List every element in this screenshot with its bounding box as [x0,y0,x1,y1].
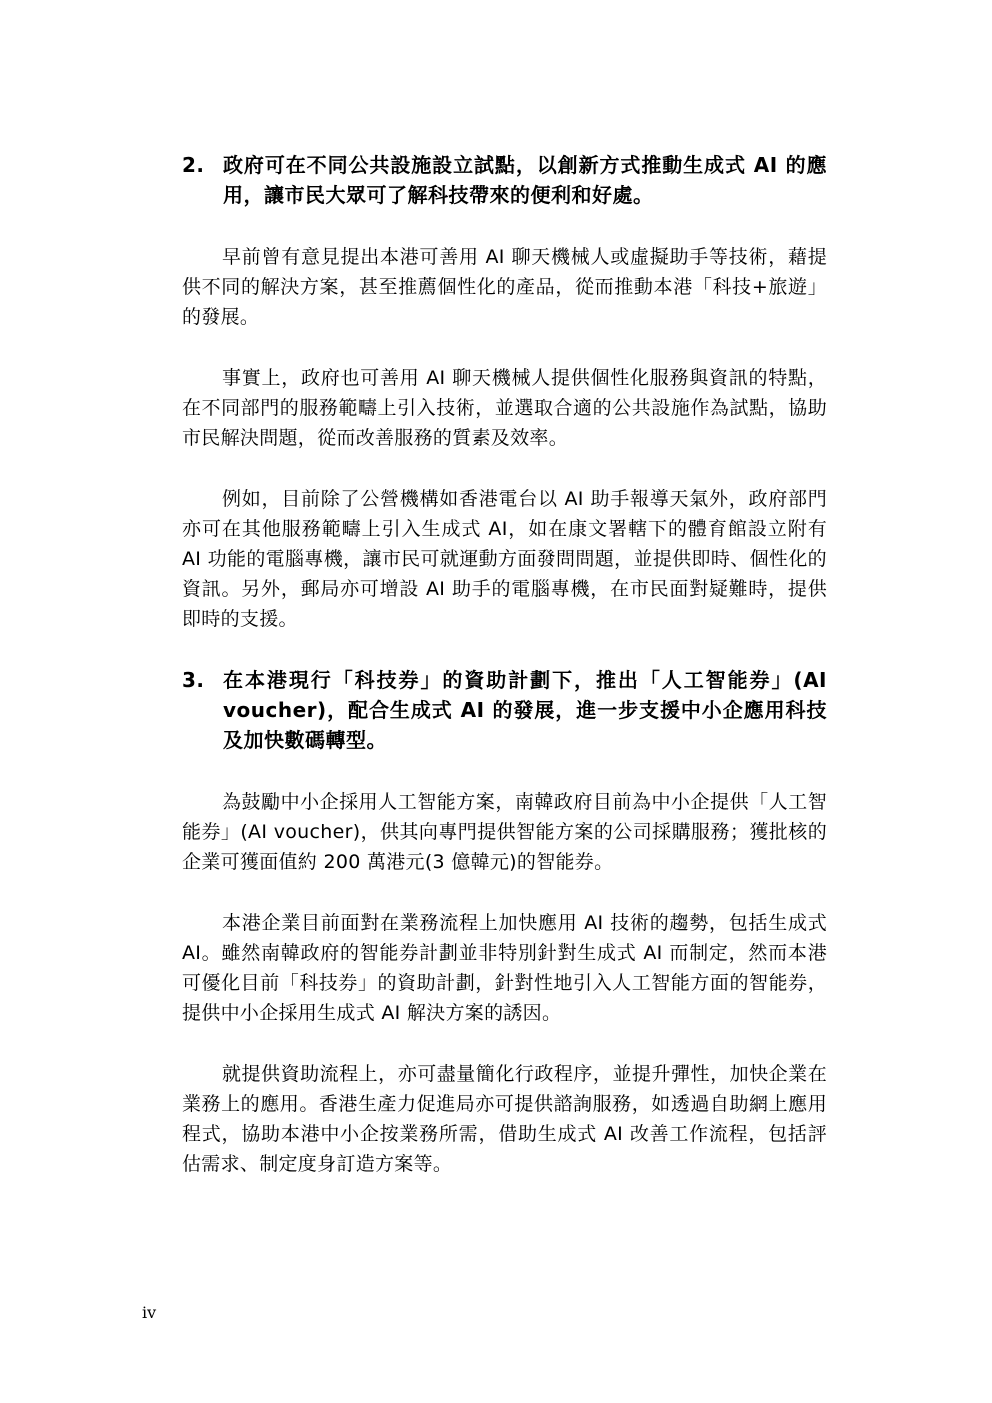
section-2-paragraph-1: 早前曾有意見提出本港可善用 AI 聊天機械人或虛擬助手等技術，藉提供不同的解決方案，甚至推薦個性化的產品，從而推動本港「科技+旅遊」的發展。 [182,246,827,328]
section-2-paragraph-3: 例如，目前除了公營機構如香港電台以 AI 助手報導天氣外，政府部門亦可在其他服務範疇上引入生成式 AI，如在康文署轄下的體育館設立附有 AI 功能的電腦專機，讓市民可就運動方面發問問題，並提供即時、個性化的資訊。另外，郵局亦可增設 AI 助手的電腦專機，在市民面對疑難時，提供即時的支援。 [182,488,827,630]
page-content [182,150,827,1179]
section-3-number: 3. [182,668,205,692]
section-3-paragraph-1: 為鼓勵中小企採用人工智能方案，南韓政府目前為中小企提供「人工智能券」(AI voucher)，供其向專門提供智能方案的公司採購服務；獲批核的企業可獲面值約 200 萬港元(3 億韓元)的智能券。 [182,791,827,873]
section-3-paragraph-3: 就提供資助流程上，亦可盡量簡化行政程序，並提升彈性，加快企業在業務上的應用。香港生產力促進局亦可提供諮詢服務，如透過自助網上應用程式，協助本港中小企按業務所需，借助生成式 AI 改善工作流程，包括評估需求、制定度身訂造方案等。 [182,1063,827,1175]
section-3-heading [182,665,827,755]
section-2-paragraph-2: 事實上，政府也可善用 AI 聊天機械人提供個性化服務與資訊的特點，在不同部門的服務範疇上引入技術，並選取合適的公共設施作為試點，協助市民解決問題，從而改善服務的質素及效率。 [182,367,827,449]
section-2-heading [182,150,827,210]
section-2-heading-text: 政府可在不同公共設施設立試點，以創新方式推動生成式 AI 的應用，讓市民大眾可了解科技帶來的便利和好處。 [223,153,827,207]
section-2-number: 2. [182,153,205,177]
section-3-heading-text: 在本港現行「科技券」的資助計劃下，推出「人工智能券」(AI voucher)，配合生成式 AI 的發展，進一步支援中小企應用科技及加快數碼轉型。 [223,668,827,752]
section-3-paragraph-2: 本港企業目前面對在業務流程上加快應用 AI 技術的趨勢，包括生成式 AI。雖然南韓政府的智能券計劃並非特別針對生成式 AI 而制定，然而本港可優化目前「科技券」的資助計劃，針對性地引入人工智能方面的智能券，提供中小企採用生成式 AI 解決方案的誘因。 [182,912,827,1024]
page-number: iv [142,1303,157,1322]
